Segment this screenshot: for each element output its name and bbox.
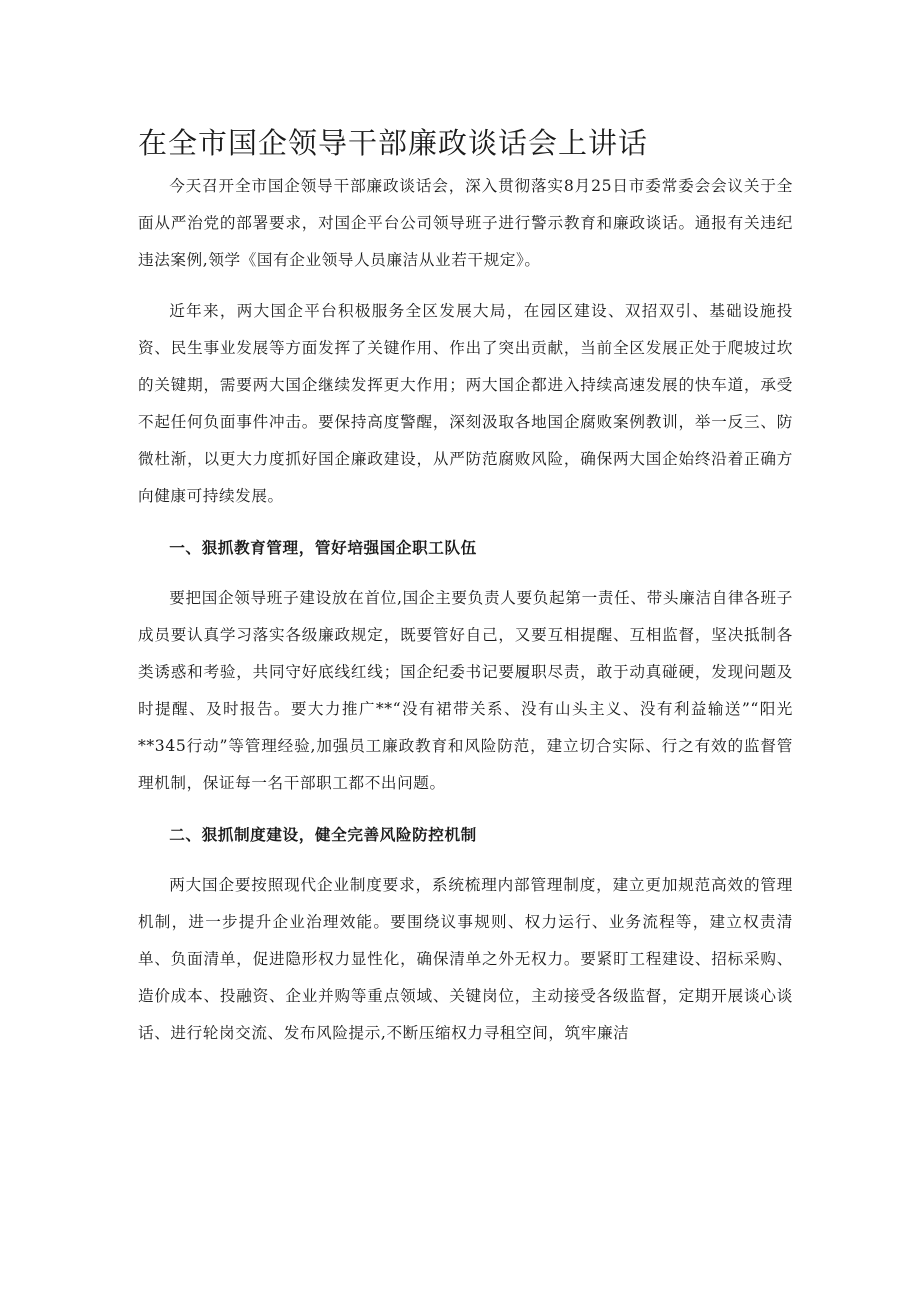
document-body [138,168,793,1052]
section-2-heading: 二、狠抓制度建设，健全完善风险防控机制 [169,825,477,844]
paragraph-spacer [138,566,793,580]
section-2-paragraph: 两大国企要按照现代企业制度要求，系统梳理内部管理制度，建立更加规范高效的管理机制，进一步提升企业治理效能。要围绕议事规则、权力运行、业务流程等，建立权责清单、负面清单，促进隐形权力显性化，确保清单之外无权力。要紧盯工程建设、招标采购、造价成本、投融资、企业并购等重点领域、关键岗位，主动接受各级监督，定期开展谈心谈话、进行轮岗交流、发布风险提示,不断压缩权力寻租空间，筑牢廉洁 [138,876,793,1042]
paragraph-spacer [138,515,793,529]
paragraph-spacer [138,802,793,816]
section-1-paragraph: 要把国企领导班子建设放在首位,国企主要负责人要负起第一责任、带头廉洁自律各班子成员要认真学习落实各级廉政规定，既要管好自己，又要互相提醒、互相监督，坚决抵制各类诱惑和考验，共同守好底线红线；国企纪委书记要履职尽责，敢于动真碰硬，发现问题及时提醒、及时报告。要大力推广**“没有裙带关系、没有山头主义、没有利益输送”“阳光**345行动”等管理经验,加强员工廉政教育和风险防范，建立切合实际、行之有效的监督管理机制，保证每一名干部职工都不出问题。 [138,589,793,792]
section-1-heading: 一、狠抓教育管理，管好培强国企职工队伍 [169,538,477,557]
paragraph-spacer [138,279,793,293]
context-paragraph: 近年来，两大国企平台积极服务全区发展大局，在园区建设、双招双引、基础设施投资、民生事业发展等方面发挥了关键作用、作出了突出贡献，当前全区发展正处于爬坡过坎的关键期，需要两大国企继续发挥更大作用；两大国企都进入持续高速发展的快车道，承受不起任何负面事件冲击。要保持高度警醒，深刻汲取各地国企腐败案例教训，举一反三、防微杜渐，以更大力度抓好国企廉政建设，从严防范腐败风险，确保两大国企始终沿着正确方向健康可持续发展。 [138,302,793,505]
document-title: 在全市国企领导干部廉政谈话会上讲话 [138,126,649,160]
intro-paragraph: 今天召开全市国企领导干部廉政谈话会，深入贯彻落实8月25日市委常委会会议关于全面从严治党的部署要求，对国企平台公司领导班子进行警示教育和廉政谈话。通报有关违纪违法案例,领学《国有企业领导人员廉洁从业若干规定》。 [138,177,793,269]
paragraph-spacer [138,853,793,867]
